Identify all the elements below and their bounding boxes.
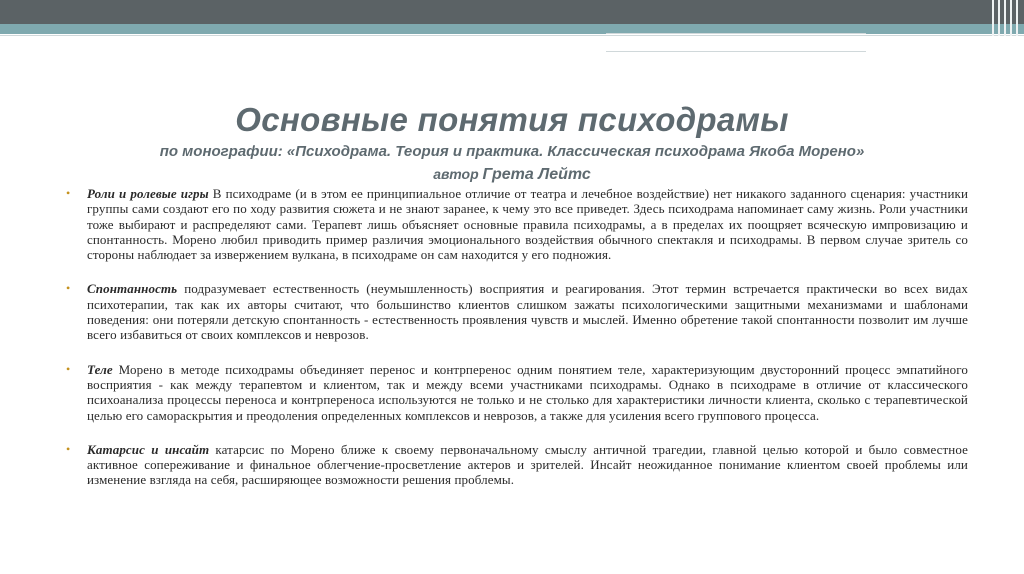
author-name: Грета Лейтс (482, 166, 591, 183)
item-text: катарсис по Морено ближе к своему первоначальному смыслу античной трагедии, главной целью которой и было совместное активное сопереживание и финальное облегчение-просветление актеров и зрителей. Инсайт неожиданное понимание клиентом своей проблемы или изменение взгляда на себя, расширяющее возможности решения проблемы. (87, 441, 968, 488)
list-item (66, 186, 968, 262)
item-term: Роли и ролевые игры (87, 186, 209, 201)
author-prefix: автор (433, 166, 479, 182)
top-bar-dark (0, 0, 1024, 24)
item-text: В психодраме (и в этом ее принципиальное отличие от театра и лечебное воздействие) нет никакого заданного сценария: участники группы сами создают его по ходу развития сюжета и не знают заранее, к чему это все приведет. Здесь психодрама напоминает саму жизнь. Роли участники тоже выбирают и распределяют сами. Терапевт лишь объясняет основные правила психодрамы, а в пределах их поощряет всяческую импровизацию и спонтанность. Морено любил приводить пример различия эмоционального воздействия обычного спектакля и психодрамы. В первом случае зритель со стороны наблюдает за извержением вулкана, в психодраме он сам находится у его подножия. (87, 186, 968, 263)
list-item (66, 362, 968, 423)
bullet-list (66, 186, 968, 507)
item-text: подразумевает естественность (неумышленность) восприятия и реагирования. Этот термин встречается практически во всех видах психотерапии, так как их авторы считают, что большинство клиентов слишком зажаты психологическими защитными механизмами и шаблонами поведения: они потеряли детскую спонтанность - естественность проявления чувств и мыслей. Именно обретение такой спонтанности позволит им лучше всего избавиться от своих комплексов и неврозов. (87, 281, 968, 343)
decorative-line (0, 35, 1024, 36)
decorative-stripes (990, 0, 1024, 36)
slide-subtitle: по монографии: «Психодрама. Теория и практика. Классическая психодрама Якоба Морено» (159, 143, 865, 160)
slide-title: Основные понятия психодрамы (235, 101, 789, 138)
bullet-icon: • (66, 186, 71, 200)
slide-header (40, 100, 984, 185)
decorative-frame (606, 33, 866, 52)
item-paragraph (87, 442, 968, 488)
list-item (66, 442, 968, 488)
bullet-icon: • (66, 361, 71, 376)
bullet-icon: • (66, 281, 71, 296)
bullet-icon: • (66, 441, 71, 456)
list-item (66, 281, 968, 342)
item-text: Морено в методе психодрамы объединяет перенос и контрперенос одним понятием теле, характеризующим двусторонний процесс эмпатийного восприятия - как между терапевтом и клиентом, так и между всеми участниками психодрамы. Однако в психодраме в отличие от классического психоанализа процессы переноса и контрпереноса используются не только и не столько для характеристики личности клиента, сколько с терапевтической целью его самораскрытия и преодоления определенных комплексов и неврозов, а также для усиления всего группового процесса. (87, 361, 968, 423)
item-term: Спонтанность (87, 281, 178, 297)
author-line (40, 164, 984, 185)
item-paragraph (87, 362, 968, 423)
item-term: Катарсис и инсайт (87, 441, 210, 457)
item-paragraph (87, 186, 968, 262)
top-bar-accent (0, 24, 1024, 34)
item-paragraph (87, 281, 968, 342)
item-term: Теле (87, 361, 113, 377)
